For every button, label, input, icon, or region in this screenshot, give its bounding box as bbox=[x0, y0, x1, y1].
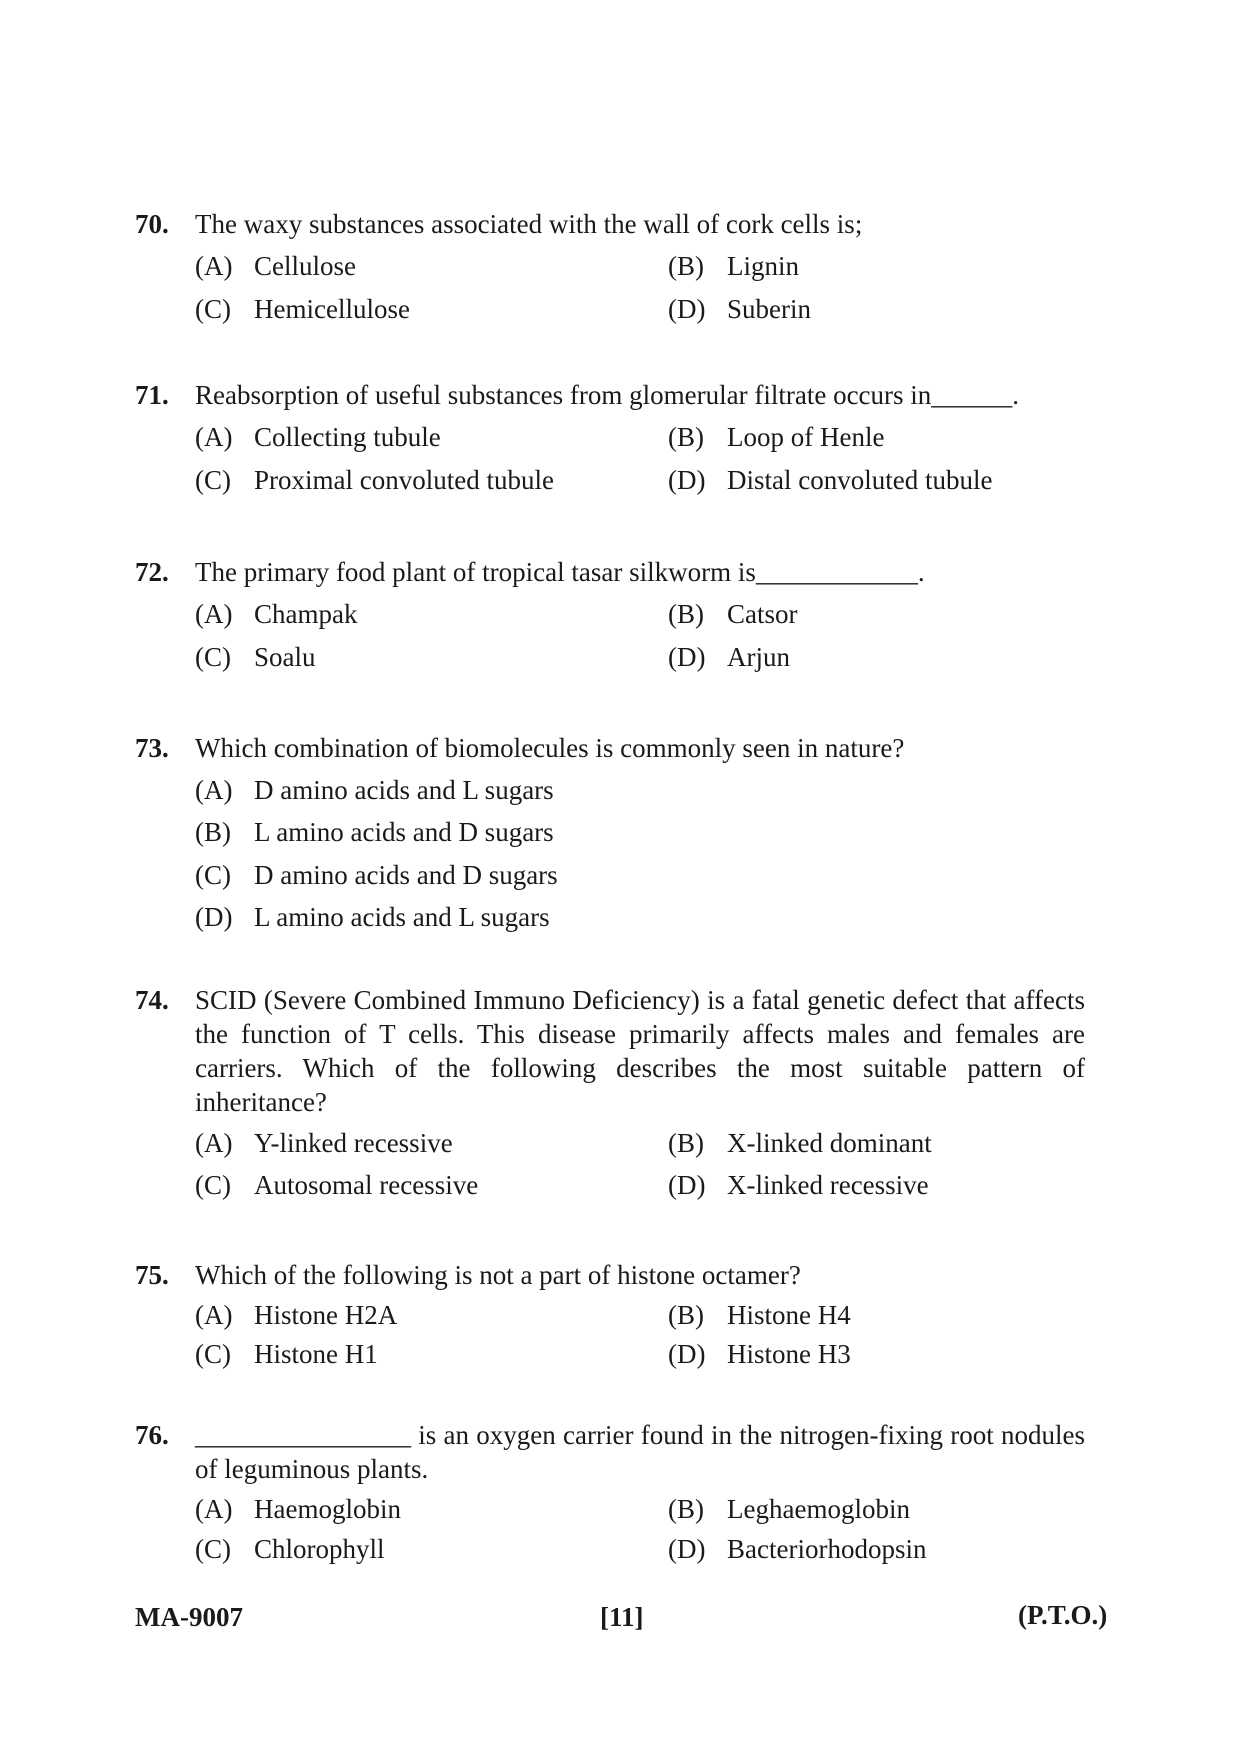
option-d bbox=[668, 1168, 929, 1202]
option-a bbox=[195, 1492, 401, 1526]
option-label: (C) bbox=[195, 1339, 231, 1369]
option-text: Collecting tubule bbox=[254, 422, 441, 452]
question-text: The waxy substances associated with the wall of cork cells is; bbox=[195, 209, 863, 239]
option-text: Arjun bbox=[727, 642, 790, 672]
question-text: SCID (Severe Combined Immuno Deficiency) is a fatal genetic defect that affects the function of T cells. This disease primarily affects males and females are carriers. Which of the following describes the most suitable pattern of inheritance? bbox=[195, 985, 1085, 1117]
option-text: Bacteriorhodopsin bbox=[727, 1534, 927, 1564]
option-label: (D) bbox=[668, 465, 706, 495]
pto-marker: (P.T.O.) bbox=[1018, 1600, 1108, 1630]
option-label: (C) bbox=[195, 465, 231, 495]
option-text: Champak bbox=[254, 599, 358, 629]
option-text: Distal convoluted tubule bbox=[727, 465, 993, 495]
option-b bbox=[668, 1492, 910, 1526]
option-text: Chlorophyll bbox=[254, 1534, 385, 1564]
option-label: (C) bbox=[195, 1534, 231, 1564]
option-label: (A) bbox=[195, 1300, 233, 1330]
question-text: ________________ is an oxygen carrier found in the nitrogen-fixing root nodules of leguminous plants. bbox=[195, 1420, 1085, 1484]
option-c bbox=[195, 1337, 378, 1371]
option-text: Soalu bbox=[254, 642, 316, 672]
page-number: [11] bbox=[600, 1602, 644, 1632]
option-text: Autosomal recessive bbox=[254, 1170, 479, 1200]
option-text: Lignin bbox=[727, 251, 799, 281]
option-text: D amino acids and D sugars bbox=[254, 860, 558, 890]
option-b bbox=[668, 1126, 932, 1160]
option-a bbox=[195, 420, 441, 454]
option-label: (B) bbox=[668, 599, 704, 629]
option-label: (B) bbox=[668, 1128, 704, 1158]
option-text: L amino acids and L sugars bbox=[254, 902, 550, 932]
option-b bbox=[668, 420, 884, 454]
option-text: Y-linked recessive bbox=[254, 1128, 453, 1158]
option-a bbox=[195, 597, 357, 631]
option-label: (C) bbox=[195, 642, 231, 672]
option-d bbox=[668, 463, 992, 497]
option-text: X-linked recessive bbox=[727, 1170, 929, 1200]
option-b bbox=[668, 249, 799, 283]
option-c bbox=[195, 1168, 478, 1202]
option-text: Haemoglobin bbox=[254, 1494, 401, 1524]
option-a bbox=[195, 773, 554, 807]
option-c bbox=[195, 640, 316, 674]
option-label: (C) bbox=[195, 1170, 231, 1200]
option-label: (D) bbox=[668, 1170, 706, 1200]
question-number: 72. bbox=[135, 557, 169, 587]
option-text: Histone H3 bbox=[727, 1339, 851, 1369]
option-text: Cellulose bbox=[254, 251, 356, 281]
option-a bbox=[195, 249, 356, 283]
option-text: Hemicellulose bbox=[254, 294, 410, 324]
question-text: Reabsorption of useful substances from glomerular filtrate occurs in______. bbox=[195, 380, 1020, 410]
option-text: Suberin bbox=[727, 294, 811, 324]
option-d bbox=[195, 900, 550, 934]
option-d bbox=[668, 1337, 851, 1371]
option-b bbox=[668, 1298, 851, 1332]
option-label: (B) bbox=[668, 422, 704, 452]
option-c bbox=[195, 463, 554, 497]
option-label: (A) bbox=[195, 422, 233, 452]
question-text: Which of the following is not a part of histone octamer? bbox=[195, 1260, 801, 1290]
option-text: Histone H2A bbox=[254, 1300, 398, 1330]
option-label: (A) bbox=[195, 1128, 233, 1158]
option-text: Histone H4 bbox=[727, 1300, 851, 1330]
question-number: 73. bbox=[135, 733, 169, 763]
question-text: The primary food plant of tropical tasar silkworm is____________. bbox=[195, 557, 925, 587]
option-label: (A) bbox=[195, 1494, 233, 1524]
option-label: (D) bbox=[195, 902, 233, 932]
option-label: (C) bbox=[195, 294, 231, 324]
question-number: 71. bbox=[135, 380, 169, 410]
option-label: (A) bbox=[195, 599, 233, 629]
option-a bbox=[195, 1126, 453, 1160]
option-text: Loop of Henle bbox=[727, 422, 885, 452]
option-label: (B) bbox=[668, 1494, 704, 1524]
option-label: (D) bbox=[668, 1534, 706, 1564]
option-text: Histone H1 bbox=[254, 1339, 378, 1369]
option-c bbox=[195, 292, 410, 326]
question-number: 74. bbox=[135, 985, 169, 1015]
option-b bbox=[668, 597, 798, 631]
option-text: Catsor bbox=[727, 599, 798, 629]
question-number: 75. bbox=[135, 1260, 169, 1290]
question-number: 70. bbox=[135, 209, 169, 239]
option-label: (A) bbox=[195, 251, 233, 281]
question-text: Which combination of biomolecules is commonly seen in nature? bbox=[195, 733, 905, 763]
option-c bbox=[195, 1532, 385, 1566]
question-number: 76. bbox=[135, 1420, 169, 1450]
option-b bbox=[195, 815, 554, 849]
option-d bbox=[668, 1532, 926, 1566]
option-d bbox=[668, 292, 811, 326]
option-text: Proximal convoluted tubule bbox=[254, 465, 554, 495]
option-label: (B) bbox=[668, 1300, 704, 1330]
option-text: X-linked dominant bbox=[727, 1128, 932, 1158]
option-text: L amino acids and D sugars bbox=[254, 817, 554, 847]
option-text: D amino acids and L sugars bbox=[254, 775, 554, 805]
option-label: (D) bbox=[668, 642, 706, 672]
option-label: (B) bbox=[195, 817, 231, 847]
paper-code: MA-9007 bbox=[135, 1602, 243, 1632]
option-label: (C) bbox=[195, 860, 231, 890]
option-label: (D) bbox=[668, 294, 706, 324]
option-d bbox=[668, 640, 790, 674]
option-label: (B) bbox=[668, 251, 704, 281]
option-a bbox=[195, 1298, 397, 1332]
option-c bbox=[195, 858, 558, 892]
option-label: (D) bbox=[668, 1339, 706, 1369]
option-text: Leghaemoglobin bbox=[727, 1494, 910, 1524]
option-label: (A) bbox=[195, 775, 233, 805]
